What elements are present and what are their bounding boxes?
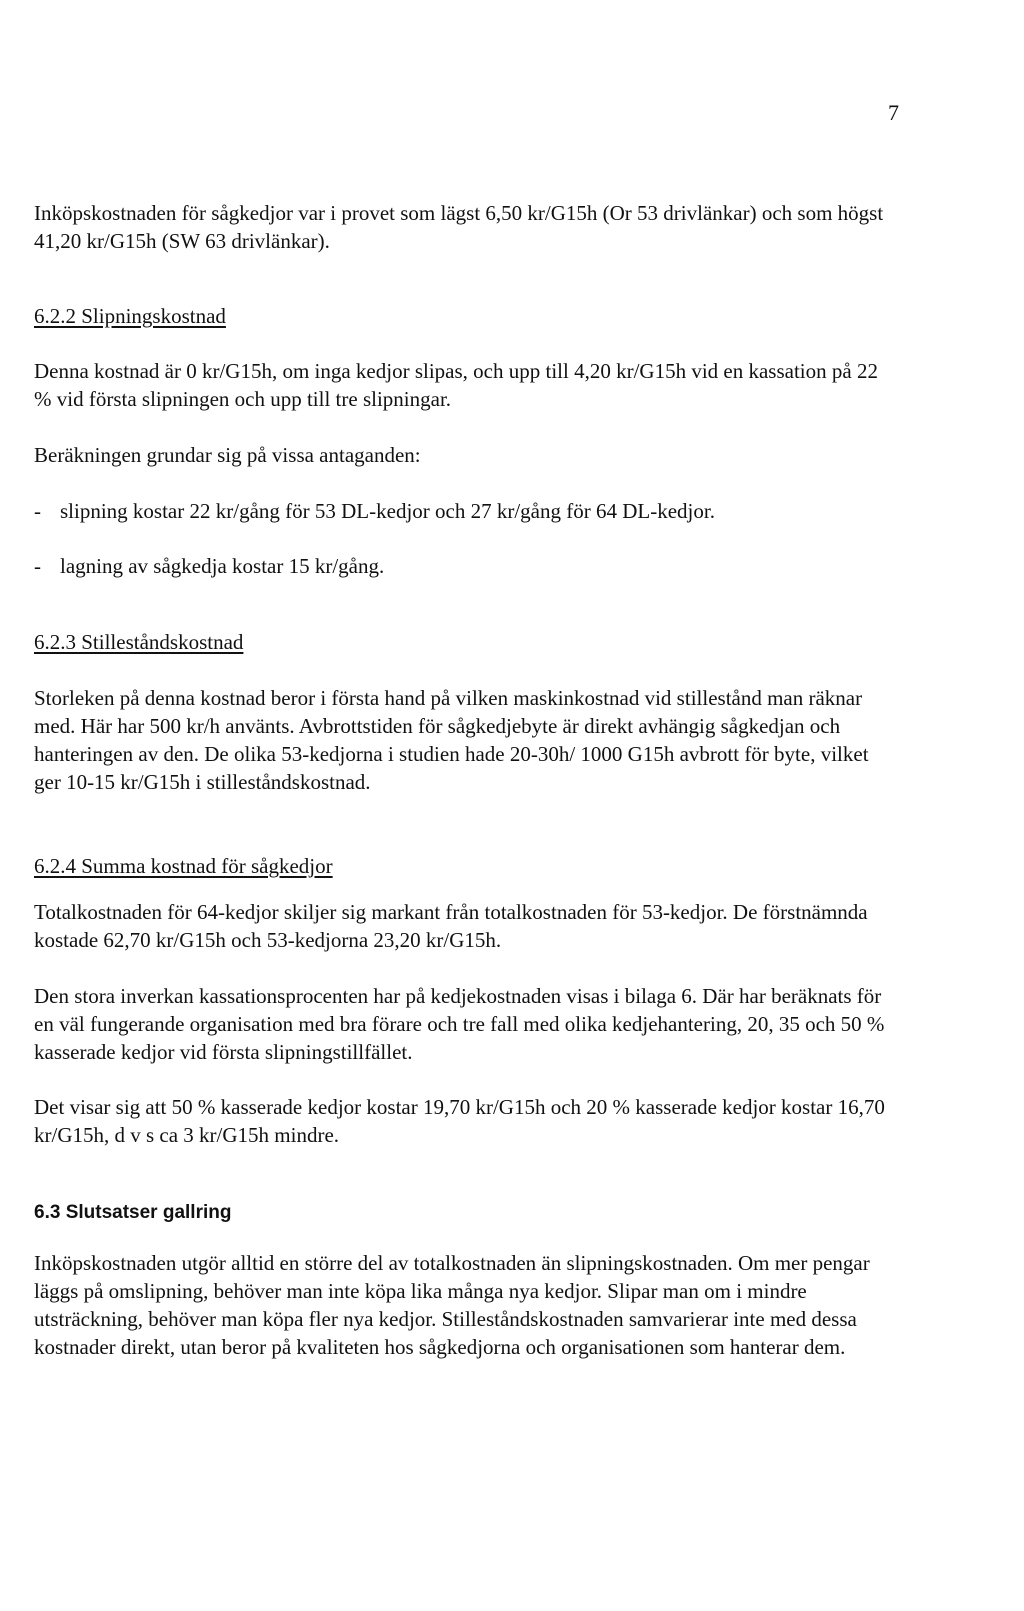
page-number: 7 — [888, 100, 899, 125]
list-item-repair — [34, 552, 384, 580]
paragraph-downtime-cost: Storleken på denna kostnad beror i första hand på vilken maskinkostnad vid stillestånd man räknar med. Här har 500 kr/h använts. Avbrottstiden för sågkedjebyte är direkt avhängig sågkedjan och hanteringen av den. De olika 53-kedjorna i studien hade 20-30h/ 1000 G15h avbrott för byte, vilket ger 10-15 kr/G15h i stilleståndskostnad. — [34, 686, 869, 794]
heading-6-2-4: 6.2.4 Summa kostnad för sågkedjor — [34, 854, 333, 878]
paragraph-total-cost: Totalkostnaden för 64-kedjor skiljer sig markant från totalkostnaden för 53-kedjor. De förstnämnda kostade 62,70 kr/G15h och 53-kedjorna 23,20 kr/G15h. — [34, 900, 868, 952]
paragraph-purchase-cost: Inköpskostnaden för sågkedjor var i provet som lägst 6,50 kr/G15h (Or 53 drivlänkar) och som högst 41,20 kr/G15h (SW 63 drivlänkar). — [34, 201, 884, 253]
heading-6-2-2: 6.2.2 Slipningskostnad — [34, 304, 226, 328]
heading-6-3: 6.3 Slutsatser gallring — [34, 1202, 232, 1223]
bullet-dash: - — [34, 554, 41, 578]
list-item-grinding — [34, 497, 715, 525]
list-item-text: lagning av sågkedja kostar 15 kr/gång. — [60, 554, 385, 578]
paragraph-conclusions: Inköpskostnaden utgör alltid en större del av totalkostnaden än slipningskostnaden. Om mer pengar läggs på omslipning, behöver man inte köpa lika många nya kedjor. Slipar man om i mindre utsträckning, behöver man köpa fler nya kedjor. Stilleståndskostnaden samvarierar inte med dessa kostnader direkt, utan beror på kvaliteten hos sågkedjorna och organisationen som hanterar dem. — [34, 1251, 870, 1359]
heading-6-2-3: 6.2.3 Stilleståndskostnad — [34, 630, 244, 654]
bullet-dash: - — [34, 499, 41, 523]
paragraph-assumptions: Beräkningen grundar sig på vissa antaganden: — [34, 443, 421, 467]
paragraph-rejection-impact: Den stora inverkan kassationsprocenten har på kedjekostnaden visas i bilaga 6. Där har beräknats för en väl fungerande organisation med bra förare och tre fall med olika kedjehantering, 20, 35 och 50 % kasserade kedjor vid första slipningstillfället. — [34, 984, 885, 1064]
paragraph-grinding-cost: Denna kostnad är 0 kr/G15h, om inga kedjor slipas, och upp till 4,20 kr/G15h vid en kassation på 22 % vid första slipningen och upp till tre slipningar. — [34, 359, 878, 411]
list-item-text: slipning kostar 22 kr/gång för 53 DL-kedjor och 27 kr/gång för 64 DL-kedjor. — [60, 499, 715, 523]
paragraph-cost-comparison: Det visar sig att 50 % kasserade kedjor kostar 19,70 kr/G15h och 20 % kasserade kedjor kostar 16,70 kr/G15h, d v s ca 3 kr/G15h mindre. — [34, 1095, 885, 1147]
